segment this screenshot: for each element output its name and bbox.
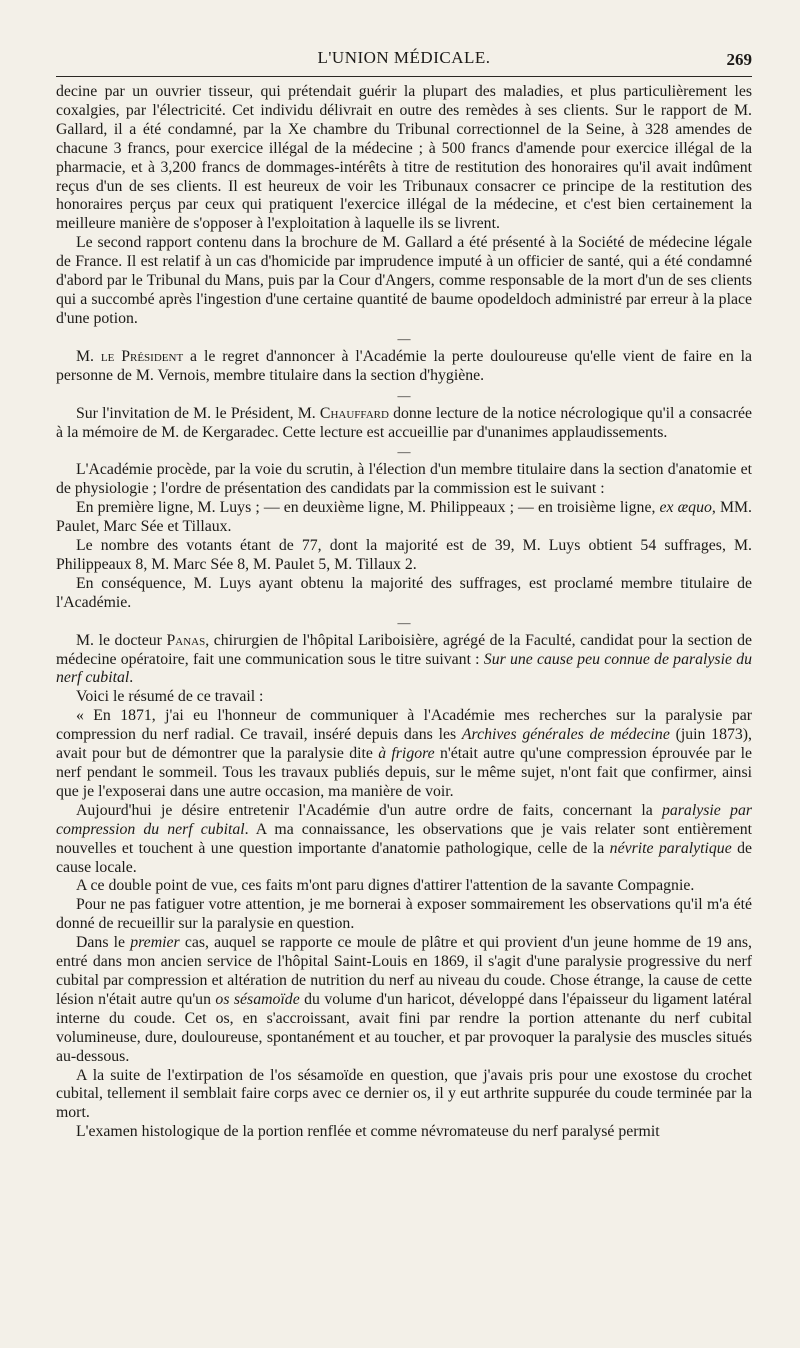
page-number: 269 bbox=[726, 50, 752, 69]
text-run: n'était autre qu'une compression éprouvée par le nerf pendant le sommeil. Tous les travaux publiés depuis, sur le même sujet, n'ont fait que confirmer, ainsi que je l'exposerai dans une autre occasion, ma manière de voir. bbox=[56, 745, 752, 800]
paragraph-histology: L'examen histologique de la portion renflée et comme névromateuse du nerf paralysé permit bbox=[76, 1123, 660, 1141]
communication-title: Sur une cause peu connue de paralysie du nerf cubital bbox=[56, 650, 752, 687]
section-separator: — bbox=[397, 614, 411, 630]
paragraph-gallard-first-report: decine par un ouvrier tisseur, qui prétendait guérir la plupart des maladies, et plus particulièrement les coxalgies, par l'électricité. Cet individu délivrait en outre des remèdes à ses clients. Sur le rapport de M. Gallard, il a été condamné, par la Xe chambre du Tribunal correctionnel de la Seine, à 328 amendes de chacune 3 francs, pour exercice illégal de la médecine ; à 500 francs d'amende pour exercice illégal de la pharmacie, et à 3,200 francs de dommages-intérêts à titre de restitution des honoraires qu'il avait indûment reçus d'un de ses clients. Il est heureux de voir les Tribunaux consacrer ce principe de la restitution des honoraires perçus par ceux qui pratiquent l'exercice illégal de la médecine, et c'est bien certainement la meilleure manière de s'opposer à l'exploitation à laquelle ils se livrent. bbox=[56, 83, 752, 233]
speaker-name: Chauffard bbox=[319, 404, 389, 422]
ranking-text-end: , MM. Paulet, Marc Sée et Tillaux. bbox=[56, 499, 752, 536]
journal-reference: Archives générales de médecine bbox=[461, 726, 670, 744]
text-run: Dans le bbox=[76, 934, 131, 952]
latin-term: à frigore bbox=[378, 745, 435, 763]
paragraph-cubital-nerve-topic bbox=[56, 802, 752, 878]
speaker-name: M. le Président bbox=[76, 347, 184, 365]
text-run: de cause locale. bbox=[56, 839, 753, 876]
text-run: du volume d'un haricot, développé dans l'épaisseur du ligament latéral interne du coude. Cet os, en s'accroissant, avait fini par rendre la portion attenante du nerf cubital volumineuse, dure, douloureuse, spontanément et au toucher, et par provoquer la paralysie des muscles situés au-dessous. bbox=[56, 990, 752, 1065]
section-separator: — bbox=[397, 444, 411, 460]
text-run: . A ma connaissance, les observations que je vais relater sont entièrement nouvelles et touchent à une question importante d'anatomie pathologique, celle de la bbox=[56, 820, 753, 857]
paragraph-first-case bbox=[56, 934, 752, 1066]
paragraph-candidate-ranking bbox=[56, 499, 752, 537]
paragraph-double-viewpoint: A ce double point de vue, ces faits m'ont paru dignes d'attirer l'attention de la savante Compagnie. bbox=[76, 877, 695, 895]
paragraph-radial-nerve-history bbox=[56, 707, 752, 802]
italic-term: paralysie par compression du nerf cubital bbox=[56, 801, 752, 838]
paragraph-election-procedure: L'Académie procède, par la voie du scrutin, à l'élection d'un membre titulaire dans la section d'anatomie et de physiologie ; l'ordre de présentation des candidats par la commission est le suivant : bbox=[56, 461, 752, 498]
section-separator: — bbox=[397, 330, 411, 346]
speaker-name: Panas bbox=[166, 631, 206, 649]
paragraph-attention: Pour ne pas fatiguer votre attention, je me bornerai à exposer sommairement les observations qu'il m'a été donné de recueillir sur la paralysie en question. bbox=[56, 896, 752, 933]
article-body bbox=[56, 83, 752, 1142]
ranking-italic: ex æquo bbox=[659, 499, 712, 517]
journal-title: L'UNION MÉDICALE. bbox=[317, 48, 491, 67]
paragraph-extirpation: A la suite de l'extirpation de l'os sésamoïde en question, que j'avais pris pour une exostose du crochet cubital, tellement il semblait faire corps avec ce dernier os, il y eut arthrite suppurée du coude terminée par la mort. bbox=[56, 1066, 752, 1122]
text-run: « En 1871, j'ai eu l'honneur de communiquer à l'Académie mes recherches sur la paralysie par compression du nerf radial. Ce travail, inséré depuis dans les bbox=[56, 707, 752, 744]
italic-term: névrite paralytique bbox=[609, 839, 732, 857]
paragraph-panas-communication bbox=[56, 632, 752, 689]
announcement-text: a le regret d'annoncer à l'Académie la perte douloureuse qu'elle vient de faire en la personne de M. Vernois, membre titulaire dans la section d'hygiène. bbox=[56, 347, 753, 384]
ranking-text: En première ligne, M. Luys ; — en deuxième ligne, M. Philippeaux ; — en troisième ligne, bbox=[76, 499, 660, 517]
necrology-text-end: donne lecture de la notice nécrologique qu'il a consacrée à la mémoire de M. de Kergaradec. Cette lecture est accueillie par d'unanimes applaudissements. bbox=[56, 404, 753, 441]
necrology-text-start: Sur l'invitation de M. le Président, M. bbox=[76, 404, 320, 422]
running-header bbox=[56, 44, 752, 77]
text-run: Aujourd'hui je désire entretenir l'Académie d'un autre ordre de faits, concernant la bbox=[76, 801, 662, 819]
text-run: (juin 1873), avait pour but de démontrer que la paralysie dite bbox=[56, 726, 752, 763]
communication-text: , chirurgien de l'hôpital Lariboisière, agrégé de la Faculté, candidat pour la section de médecine opératoire, fait une communication sous le titre suivant : bbox=[56, 631, 752, 668]
italic-term: os sésamoïde bbox=[215, 990, 300, 1008]
communication-text-end: . bbox=[129, 669, 134, 687]
paragraph-summary-intro: Voici le résumé de ce travail : bbox=[76, 688, 264, 706]
paragraph-election-outcome: En conséquence, M. Luys ayant obtenu la majorité des suffrages, est proclamé membre titulaire de l'Académie. bbox=[56, 574, 752, 611]
paragraph-necrology-reading bbox=[56, 405, 752, 443]
paragraph-president-announcement bbox=[56, 348, 752, 386]
text-run: cas, auquel se rapporte ce moule de plâtre et qui provient d'un jeune homme de 19 ans, entré dans mon ancien service de l'hôpital Saint-Louis en 1869, il s'agit d'une paralysie progressive du nerf cubital par compression et altération de nutrition du nerf au niveau du coude. Chose étrange, la cause de cette lésion n'était autre qu'un bbox=[56, 934, 753, 1008]
paragraph-vote-results: Le nombre des votants étant de 77, dont la majorité est de 39, M. Luys obtient 54 suffrages, M. Philippeaux 8, M. Marc Sée 8, M. Paulet 5, M. Tillaux 2. bbox=[56, 537, 752, 573]
paragraph-gallard-second-report: Le second rapport contenu dans la brochure de M. Gallard a été présenté à la Société de médecine légale de France. Il est relatif à un cas d'homicide par imprudence imputé à un officier de santé, qui a été condamné d'abord par le Tribunal du Mans, puis par la Cour d'Angers, comme responsable de la mort d'un de ses clients qui a succombé après l'ingestion d'une certaine quantité de baume opodeldoch administré par erreur à la place d'une potion. bbox=[56, 234, 752, 327]
italic-term: premier bbox=[130, 934, 180, 952]
communication-text-start: M. le docteur bbox=[76, 631, 167, 649]
section-separator: — bbox=[397, 387, 411, 403]
